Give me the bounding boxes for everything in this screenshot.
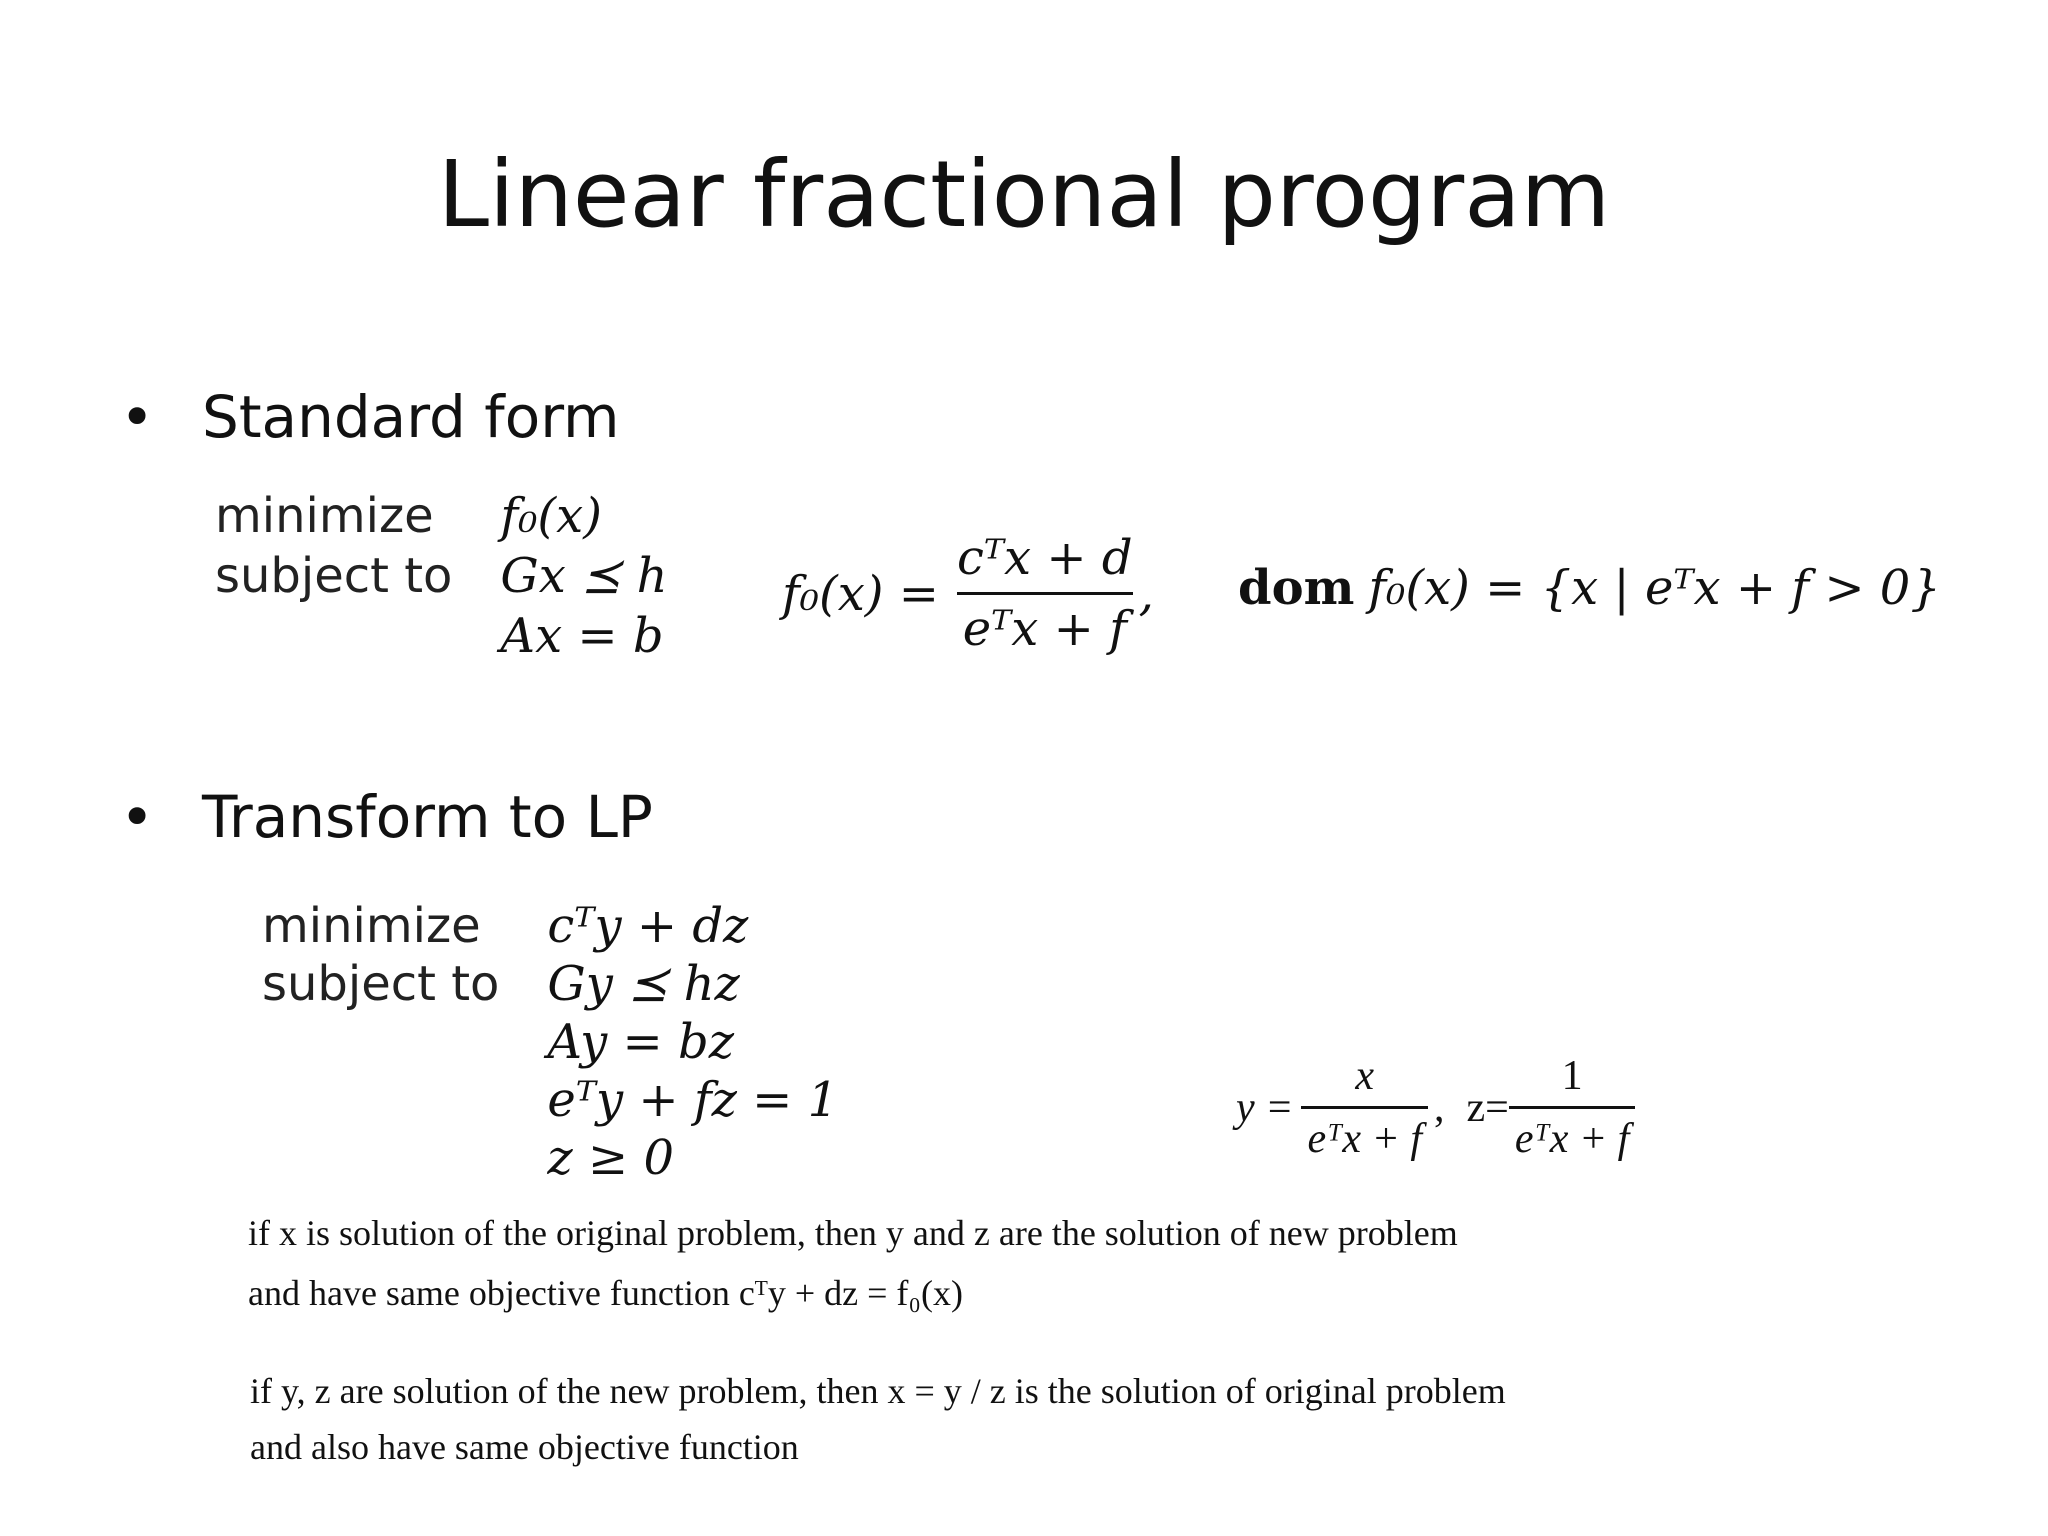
domain-definition [1238, 560, 1941, 616]
bullet-standard-form [120, 382, 620, 452]
note-line: and have same objective function cᵀy + dz = f₀(x) [248, 1273, 963, 1313]
z-lhs: z= [1466, 1084, 1509, 1131]
row-label [262, 1072, 499, 1128]
substitution-formulas [1236, 1052, 1635, 1163]
standard-form-problem [215, 488, 667, 664]
objective-definition [782, 530, 1154, 657]
row-expression: Gx ⪯ h [500, 548, 668, 604]
row-expression: z ≥ 0 [547, 1130, 674, 1186]
row-expression: Ax = b [500, 608, 664, 664]
fraction-denominator: eᵀx + f [1301, 1106, 1428, 1163]
domain-expression: f₀(x) = {x | eᵀx + f > 0} [1368, 560, 1941, 616]
row-label: subject to [215, 548, 453, 604]
slide-title: Linear fractional program [437, 141, 1611, 248]
row-expression: f₀(x) [500, 488, 602, 544]
fraction-numerator: cᵀx + d [957, 530, 1133, 586]
row-label [262, 1130, 499, 1186]
row-label: minimize [215, 488, 434, 544]
objective-lhs: f₀(x) = [782, 565, 940, 622]
row-label: minimize [262, 898, 481, 954]
fraction-numerator: x [1355, 1053, 1375, 1099]
note-line: if y, z are solution of the new problem, then x = y / z is the solution of original problem [250, 1371, 1506, 1411]
objective-comma: , [1138, 565, 1154, 622]
row-expression: eᵀy + fz = 1 [547, 1072, 839, 1128]
row-expression: cᵀy + dz [547, 898, 749, 954]
note-line: if x is solution of the original problem, then y and z are the solution of new problem [248, 1213, 1458, 1253]
substitution-separator: , [1434, 1084, 1445, 1131]
bullet-marker: • [120, 783, 155, 851]
fraction-numerator: 1 [1561, 1053, 1583, 1099]
domain-keyword: dom [1238, 560, 1355, 616]
row-label [262, 1014, 499, 1070]
lp-form-problem [262, 898, 838, 1186]
fraction-denominator: eᵀx + f [957, 592, 1133, 657]
objective-fraction [951, 530, 1139, 657]
row-label: subject to [262, 956, 500, 1012]
fraction-denominator: eᵀx + f [1509, 1106, 1636, 1163]
bullet-marker: • [120, 383, 155, 451]
bullet-text: Transform to LP [202, 783, 653, 851]
note-line: and also have same objective function [250, 1427, 799, 1467]
y-lhs: y = [1236, 1084, 1294, 1131]
z-fraction [1509, 1052, 1636, 1163]
row-expression: Ay = bz [547, 1014, 735, 1070]
y-fraction [1301, 1052, 1428, 1163]
row-expression: Gy ⪯ hz [547, 956, 740, 1012]
bullet-text: Standard form [202, 383, 620, 451]
row-label [215, 608, 452, 664]
bullet-transform-to-lp [120, 782, 653, 852]
